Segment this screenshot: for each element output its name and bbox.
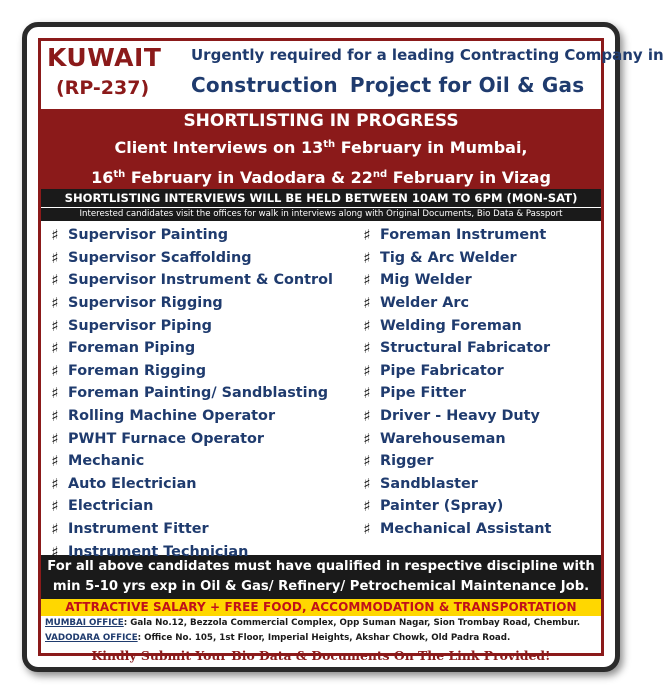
job-column-right <box>359 224 551 540</box>
mumbai-office-address: : Gala No.12, Bezzola Commercial Complex, Opp Suman Nagar, Sion Trombay Road, Chembur. <box>123 618 581 628</box>
hash-bullet-icon: ♯ <box>363 316 371 335</box>
job-title: Instrument Fitter <box>68 521 209 538</box>
job-item <box>47 473 333 496</box>
poster-frame <box>22 22 664 672</box>
job-item <box>47 427 333 450</box>
line1-prefix: Client Interviews on 13 <box>114 138 324 157</box>
job-title: Rolling Machine Operator <box>68 408 276 425</box>
job-item <box>47 292 333 315</box>
hash-bullet-icon: ♯ <box>51 316 59 335</box>
job-title: Foreman Instrument <box>380 227 547 244</box>
job-title: Mig Welder <box>380 272 472 289</box>
job-title: Warehouseman <box>380 430 506 447</box>
tagline: Urgently required for a leading Contracting Company in <box>191 46 664 64</box>
job-item <box>47 540 333 563</box>
hash-bullet-icon: ♯ <box>51 407 59 426</box>
hash-bullet-icon: ♯ <box>51 474 59 493</box>
line2-prefix: 16 <box>91 168 114 187</box>
job-item <box>359 224 551 247</box>
vadodara-office <box>41 631 601 646</box>
line2-sup1: th <box>113 169 126 180</box>
job-item <box>359 247 551 270</box>
job-item <box>47 224 333 247</box>
vadodara-office-address: : Office No. 105, 1st Floor, Imperial Heights, Akshar Chowk, Old Padra Road. <box>137 633 511 643</box>
mumbai-office <box>41 616 601 631</box>
hash-bullet-icon: ♯ <box>51 384 59 403</box>
project-title-part2: Project for Oil & Gas <box>349 73 585 97</box>
job-item <box>359 450 551 473</box>
job-title: Supervisor Piping <box>68 317 212 334</box>
hash-bullet-icon: ♯ <box>363 452 371 471</box>
job-item <box>47 495 333 518</box>
qualification-line2: min 5-10 yrs exp in Oil & Gas/ Refinery/ Petrochemical Maintenance Job. <box>52 579 590 594</box>
job-title: Sandblaster <box>380 475 478 492</box>
job-title: Supervisor Rigging <box>68 295 223 312</box>
hash-bullet-icon: ♯ <box>51 542 59 561</box>
job-title: Rigger <box>380 453 434 470</box>
project-title <box>191 73 596 97</box>
mumbai-office-label: MUMBAI OFFICE <box>45 618 124 628</box>
job-item <box>359 518 551 541</box>
submit-instruction: Kindly Submit Your Bio Data & Documents On The Link Provided! <box>91 648 551 663</box>
job-item <box>47 314 333 337</box>
benefits-banner: ATTRACTIVE SALARY + FREE FOOD, ACCOMMODATION & TRANSPORTATION <box>41 599 601 616</box>
line1-suffix: February in Mumbai, <box>335 138 528 157</box>
interview-banner <box>41 109 601 189</box>
hash-bullet-icon: ♯ <box>363 497 371 516</box>
job-list <box>41 221 601 561</box>
hash-bullet-icon: ♯ <box>51 294 59 313</box>
job-title: Mechanic <box>68 453 145 470</box>
job-item <box>47 405 333 428</box>
job-title: Supervisor Painting <box>68 227 229 244</box>
job-item <box>359 405 551 428</box>
shortlisting-heading: SHORTLISTING IN PROGRESS <box>183 111 459 131</box>
job-title: Instrument Technician <box>68 543 249 560</box>
interview-dates-line2 <box>41 161 601 192</box>
hash-bullet-icon: ♯ <box>51 271 59 290</box>
job-item <box>47 518 333 541</box>
line2-sup2: nd <box>372 169 388 180</box>
poster-content <box>38 38 664 663</box>
project-title-part1: Construction <box>191 73 338 97</box>
hash-bullet-icon: ♯ <box>51 361 59 380</box>
hash-bullet-icon: ♯ <box>51 520 59 539</box>
job-title: Welder Arc <box>380 295 469 312</box>
hash-bullet-icon: ♯ <box>363 474 371 493</box>
line2-suffix: February in Vizag <box>387 168 551 187</box>
qualification-line1: For all above candidates must have qualified in respective discipline with <box>47 559 595 574</box>
poster-header <box>41 41 664 109</box>
hash-bullet-icon: ♯ <box>363 226 371 245</box>
job-title: Welding Foreman <box>380 317 522 334</box>
job-item <box>47 360 333 383</box>
hash-bullet-icon: ♯ <box>363 248 371 267</box>
job-title: Supervisor Instrument & Control <box>68 272 333 289</box>
job-item <box>47 247 333 270</box>
hash-bullet-icon: ♯ <box>363 429 371 448</box>
job-item <box>47 450 333 473</box>
job-item <box>359 360 551 383</box>
job-item <box>359 337 551 360</box>
line1-sup: th <box>323 139 336 150</box>
job-title: PWHT Furnace Operator <box>68 430 264 447</box>
interview-hours-notice: SHORTLISTING INTERVIEWS WILL BE HELD BETWEEN 10AM TO 6PM (MON-SAT) <box>41 189 601 207</box>
job-title: Painter (Spray) <box>380 498 504 515</box>
hash-bullet-icon: ♯ <box>51 339 59 358</box>
job-item <box>47 269 333 292</box>
job-item <box>47 337 333 360</box>
interview-dates-line1 <box>41 132 601 161</box>
hash-bullet-icon: ♯ <box>51 226 59 245</box>
job-title: Tig & Arc Welder <box>380 249 517 266</box>
job-item <box>359 473 551 496</box>
hash-bullet-icon: ♯ <box>363 384 371 403</box>
hash-bullet-icon: ♯ <box>363 407 371 426</box>
reference-number: (RP-237) <box>56 77 150 99</box>
job-title: Structural Fabricator <box>380 340 551 357</box>
job-title: Electrician <box>68 498 154 515</box>
job-title: Foreman Rigging <box>68 362 207 379</box>
hash-bullet-icon: ♯ <box>51 248 59 267</box>
job-title: Foreman Piping <box>68 340 196 357</box>
job-title: Supervisor Scaffolding <box>68 249 252 266</box>
job-item <box>359 495 551 518</box>
hash-bullet-icon: ♯ <box>363 271 371 290</box>
vadodara-office-label: VADODARA OFFICE <box>45 633 138 643</box>
hash-bullet-icon: ♯ <box>51 497 59 516</box>
hash-bullet-icon: ♯ <box>363 520 371 539</box>
job-item <box>359 292 551 315</box>
hash-bullet-icon: ♯ <box>363 361 371 380</box>
job-title: Pipe Fabricator <box>380 362 504 379</box>
hash-bullet-icon: ♯ <box>51 429 59 448</box>
job-title: Auto Electrician <box>68 475 197 492</box>
walkin-notice: Interested candidates visit the offices for walk in interviews along with Original Documents, Bio Data & Passport <box>41 207 601 221</box>
job-item <box>47 382 333 405</box>
job-title: Mechanical Assistant <box>380 521 552 538</box>
job-title: Pipe Fitter <box>380 385 466 402</box>
country-title: KUWAIT <box>47 43 162 72</box>
hash-bullet-icon: ♯ <box>363 294 371 313</box>
job-title: Driver - Heavy Duty <box>380 408 540 425</box>
line2-mid: February in Vadodara & 22 <box>125 168 373 187</box>
hash-bullet-icon: ♯ <box>51 452 59 471</box>
job-title: Foreman Painting/ Sandblasting <box>68 385 329 402</box>
job-item <box>359 427 551 450</box>
job-column-left <box>47 224 333 563</box>
job-item <box>359 269 551 292</box>
job-item <box>359 314 551 337</box>
hash-bullet-icon: ♯ <box>363 339 371 358</box>
job-item <box>359 382 551 405</box>
